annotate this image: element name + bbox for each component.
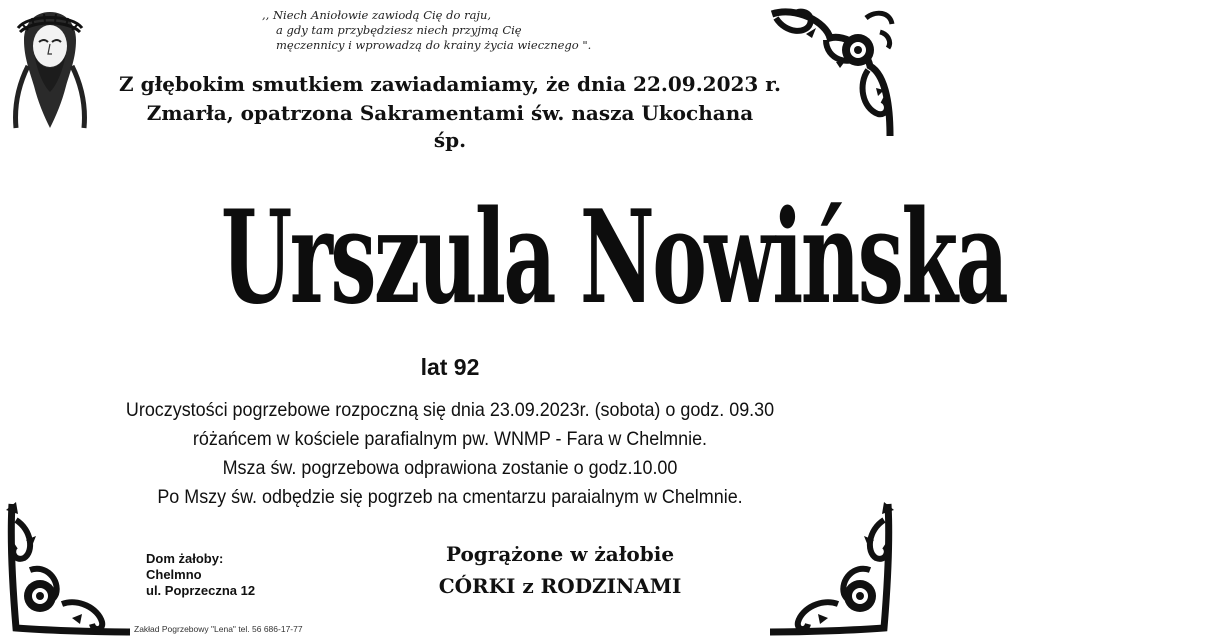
announcement-line-1: Z głębokim smutkiem zawiadamiamy, że dnia 22.09.2023 r.: [119, 72, 781, 96]
corner-ornament-bottom-left: [2, 500, 134, 636]
deceased-name-text: Urszula Nowińska: [220, 183, 1007, 333]
ceremony-line: różańcem w kościele parafialnym pw. WNMP - Fara w Chelmnie.: [192, 428, 708, 450]
announcement-line-3: śp.: [433, 128, 467, 152]
ceremony-details: [40, 396, 860, 512]
funeral-home-address: [146, 551, 255, 599]
funeral-parlor-footer: Zakład Pogrzebowy "Lena" tel. 56 686-17-77: [134, 624, 303, 634]
mourners-line-1: Pogrążone w żałobie: [445, 542, 675, 566]
ceremony-line: Po Mszy św. odbędzie się pogrzeb na cmentarzu paraialnym w Chelmnie.: [157, 486, 743, 508]
quote-line-2: a gdy tam przybędziesz niech przyjmą Cię: [276, 23, 522, 37]
mourners-signature: [400, 538, 720, 602]
quote-line-1: ,, Niech Aniołowie zawiodą Cię do raju,: [262, 8, 492, 22]
ceremony-line: Msza św. pogrzebowa odprawiona zostanie o godz.10.00: [222, 457, 678, 479]
religious-quote: [240, 8, 670, 53]
deceased-age: lat 92: [420, 354, 480, 380]
funeral-home-street: ul. Poprzeczna 12: [146, 583, 256, 598]
announcement-line-2: Zmarła, opatrzona Sakramentami św. nasza Ukochana: [146, 101, 754, 125]
corner-ornament-bottom-right: [766, 500, 898, 636]
mourners-line-2: CÓRKI z RODZINAMI: [438, 574, 682, 598]
funeral-home-label: Dom żałoby:: [146, 551, 224, 566]
ceremony-line: Uroczystości pogrzebowe rozpoczną się dnia 23.09.2023r. (sobota) o godz. 09.30: [125, 399, 775, 421]
deceased-name: [0, 168, 1007, 348]
funeral-home-city: Chelmno: [146, 567, 202, 582]
quote-line-3: męczennicy i wprowadzą do krainy życia wiecznego ".: [276, 38, 592, 52]
